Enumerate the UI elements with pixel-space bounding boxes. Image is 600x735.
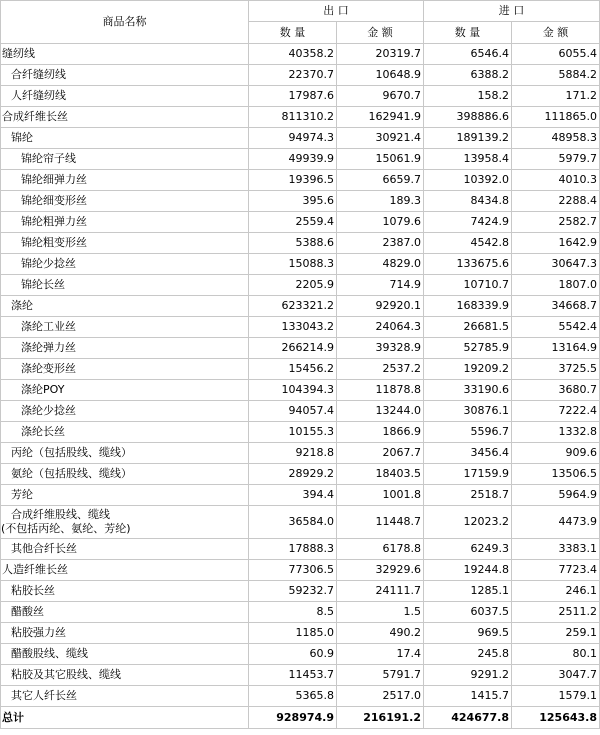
cell-export-amount: 490.2 bbox=[337, 623, 424, 644]
cell-export-qty: 59232.7 bbox=[249, 581, 337, 602]
cell-import-qty: 1285.1 bbox=[424, 581, 512, 602]
cell-export-qty: 40358.2 bbox=[249, 44, 337, 65]
cell-export-qty: 2559.4 bbox=[249, 212, 337, 233]
row-name-text: 人纤缝纫线 bbox=[11, 89, 66, 102]
row-name bbox=[1, 191, 249, 212]
row-name bbox=[1, 296, 249, 317]
table-row bbox=[1, 149, 600, 170]
cell-export-qty: 5365.8 bbox=[249, 686, 337, 707]
cell-export-amount: 39328.9 bbox=[337, 338, 424, 359]
col-header-export-amount: 金 额 bbox=[337, 22, 424, 44]
cell-export-qty: 15088.3 bbox=[249, 254, 337, 275]
row-name bbox=[1, 128, 249, 149]
cell-export-qty: 2205.9 bbox=[249, 275, 337, 296]
cell-import-qty: 8434.8 bbox=[424, 191, 512, 212]
cell-import-amount: 1642.9 bbox=[512, 233, 600, 254]
row-name-text: 醋酸丝 bbox=[11, 605, 44, 618]
cell-export-amount: 2517.0 bbox=[337, 686, 424, 707]
table-row bbox=[1, 665, 600, 686]
cell-import-qty: 168339.9 bbox=[424, 296, 512, 317]
cell-export-amount: 11878.8 bbox=[337, 380, 424, 401]
row-name-text: 其它人纤长丝 bbox=[11, 689, 77, 702]
table-row bbox=[1, 44, 600, 65]
cell-import-qty: 7424.9 bbox=[424, 212, 512, 233]
cell-export-amount: 11448.7 bbox=[337, 506, 424, 539]
table-row bbox=[1, 107, 600, 128]
cell-import-qty: 30876.1 bbox=[424, 401, 512, 422]
row-name-text: 涤纶变形丝 bbox=[21, 362, 76, 375]
table-row bbox=[1, 380, 600, 401]
table-row bbox=[1, 254, 600, 275]
table-row bbox=[1, 443, 600, 464]
row-name bbox=[1, 44, 249, 65]
cell-export-qty: 1185.0 bbox=[249, 623, 337, 644]
cell-import-qty: 245.8 bbox=[424, 644, 512, 665]
cell-import-qty: 398886.6 bbox=[424, 107, 512, 128]
cell-export-amount: 162941.9 bbox=[337, 107, 424, 128]
cell-export-amount: 2387.0 bbox=[337, 233, 424, 254]
cell-import-qty: 17159.9 bbox=[424, 464, 512, 485]
cell-import-qty: 19209.2 bbox=[424, 359, 512, 380]
cell-import-amount: 909.6 bbox=[512, 443, 600, 464]
cell-export-qty: 19396.5 bbox=[249, 170, 337, 191]
cell-import-qty: 19244.8 bbox=[424, 560, 512, 581]
row-name-text: 锦纶 bbox=[11, 131, 33, 144]
row-name bbox=[1, 317, 249, 338]
cell-import-qty: 6249.3 bbox=[424, 539, 512, 560]
cell-import-amount: 4473.9 bbox=[512, 506, 600, 539]
cell-import-qty: 26681.5 bbox=[424, 317, 512, 338]
cell-export-amount: 24111.7 bbox=[337, 581, 424, 602]
cell-export-amount: 92920.1 bbox=[337, 296, 424, 317]
table-row bbox=[1, 602, 600, 623]
cell-import-amount: 2511.2 bbox=[512, 602, 600, 623]
cell-import-amount: 2582.7 bbox=[512, 212, 600, 233]
col-header-import-amount: 金 额 bbox=[512, 22, 600, 44]
cell-import-amount: 13164.9 bbox=[512, 338, 600, 359]
table-row bbox=[1, 191, 600, 212]
row-name-text: 涤纶长丝 bbox=[21, 425, 65, 438]
table-row bbox=[1, 317, 600, 338]
row-name bbox=[1, 539, 249, 560]
row-name bbox=[1, 275, 249, 296]
cell-import-amount: 80.1 bbox=[512, 644, 600, 665]
cell-import-amount: 4010.3 bbox=[512, 170, 600, 191]
cell-export-qty: 104394.3 bbox=[249, 380, 337, 401]
cell-import-qty: 4542.8 bbox=[424, 233, 512, 254]
cell-import-amount: 5542.4 bbox=[512, 317, 600, 338]
cell-import-qty: 133675.6 bbox=[424, 254, 512, 275]
col-header-import: 进 口 bbox=[424, 1, 600, 22]
table-row bbox=[1, 170, 600, 191]
row-name-text: 缝纫线 bbox=[2, 47, 35, 60]
row-name-text: 锦纶粗变形丝 bbox=[21, 236, 87, 249]
cell-import-qty: 33190.6 bbox=[424, 380, 512, 401]
table-row bbox=[1, 422, 600, 443]
row-name-text: 涤纶工业丝 bbox=[21, 320, 76, 333]
cell-export-amount: 1.5 bbox=[337, 602, 424, 623]
cell-export-amount: 4829.0 bbox=[337, 254, 424, 275]
cell-export-amount: 1001.8 bbox=[337, 485, 424, 506]
cell-export-amount: 13244.0 bbox=[337, 401, 424, 422]
cell-import-qty: 158.2 bbox=[424, 86, 512, 107]
table-row bbox=[1, 212, 600, 233]
total-import-amount: 125643.8 bbox=[512, 707, 600, 729]
cell-import-amount: 6055.4 bbox=[512, 44, 600, 65]
row-name bbox=[1, 86, 249, 107]
cell-export-qty: 17888.3 bbox=[249, 539, 337, 560]
cell-export-qty: 11453.7 bbox=[249, 665, 337, 686]
row-name-text: 合纤缝纫线 bbox=[11, 68, 66, 81]
cell-export-amount: 10648.9 bbox=[337, 65, 424, 86]
cell-import-amount: 171.2 bbox=[512, 86, 600, 107]
row-name-note: (不包括丙纶、氨纶、芳纶) bbox=[1, 522, 131, 535]
cell-import-amount: 1332.8 bbox=[512, 422, 600, 443]
header-row-groups bbox=[1, 1, 600, 22]
cell-import-amount: 111865.0 bbox=[512, 107, 600, 128]
row-name-text: 丙纶（包括股线、缆线） bbox=[11, 446, 132, 459]
cell-export-amount: 30921.4 bbox=[337, 128, 424, 149]
row-name-text: 其他合纤长丝 bbox=[11, 542, 77, 555]
cell-import-amount: 3383.1 bbox=[512, 539, 600, 560]
cell-import-qty: 52785.9 bbox=[424, 338, 512, 359]
total-import-qty: 424677.8 bbox=[424, 707, 512, 729]
table-row bbox=[1, 86, 600, 107]
cell-import-amount: 1579.1 bbox=[512, 686, 600, 707]
total-label: 总计 bbox=[1, 707, 249, 729]
cell-import-amount: 3047.7 bbox=[512, 665, 600, 686]
cell-import-qty: 9291.2 bbox=[424, 665, 512, 686]
col-header-name: 商品名称 bbox=[1, 1, 249, 44]
table-row bbox=[1, 359, 600, 380]
row-name-text: 合成纤维股线、缆线 bbox=[11, 508, 110, 521]
table-row bbox=[1, 644, 600, 665]
table-row bbox=[1, 686, 600, 707]
total-export-qty: 928974.9 bbox=[249, 707, 337, 729]
row-name-text: 涤纶少捻丝 bbox=[21, 404, 76, 417]
cell-export-qty: 22370.7 bbox=[249, 65, 337, 86]
cell-export-qty: 36584.0 bbox=[249, 506, 337, 539]
row-name bbox=[1, 485, 249, 506]
cell-export-qty: 60.9 bbox=[249, 644, 337, 665]
total-export-amount: 216191.2 bbox=[337, 707, 424, 729]
row-name bbox=[1, 665, 249, 686]
cell-export-qty: 94057.4 bbox=[249, 401, 337, 422]
table-row bbox=[1, 464, 600, 485]
row-name-text: 粘胶强力丝 bbox=[11, 626, 66, 639]
cell-import-amount: 7222.4 bbox=[512, 401, 600, 422]
cell-import-amount: 1807.0 bbox=[512, 275, 600, 296]
cell-import-qty: 10392.0 bbox=[424, 170, 512, 191]
table-row bbox=[1, 401, 600, 422]
cell-import-qty: 12023.2 bbox=[424, 506, 512, 539]
cell-export-qty: 17987.6 bbox=[249, 86, 337, 107]
cell-import-qty: 13958.4 bbox=[424, 149, 512, 170]
row-name-text: 锦纶细变形丝 bbox=[21, 194, 87, 207]
table-row bbox=[1, 128, 600, 149]
table-row bbox=[1, 65, 600, 86]
table-row bbox=[1, 485, 600, 506]
cell-export-qty: 15456.2 bbox=[249, 359, 337, 380]
cell-export-amount: 20319.7 bbox=[337, 44, 424, 65]
cell-import-amount: 13506.5 bbox=[512, 464, 600, 485]
cell-export-amount: 2537.2 bbox=[337, 359, 424, 380]
row-name bbox=[1, 464, 249, 485]
row-name-text: 涤纶弹力丝 bbox=[21, 341, 76, 354]
row-name bbox=[1, 149, 249, 170]
row-name-text: 涤纶POY bbox=[21, 383, 65, 396]
cell-import-amount: 34668.7 bbox=[512, 296, 600, 317]
row-name bbox=[1, 107, 249, 128]
cell-import-qty: 6037.5 bbox=[424, 602, 512, 623]
cell-import-amount: 5979.7 bbox=[512, 149, 600, 170]
cell-export-qty: 10155.3 bbox=[249, 422, 337, 443]
cell-import-qty: 189139.2 bbox=[424, 128, 512, 149]
row-name bbox=[1, 623, 249, 644]
row-name-text: 锦纶少捻丝 bbox=[21, 257, 76, 270]
total-row bbox=[1, 707, 600, 729]
cell-export-amount: 6659.7 bbox=[337, 170, 424, 191]
row-name bbox=[1, 602, 249, 623]
row-name bbox=[1, 212, 249, 233]
cell-export-amount: 18403.5 bbox=[337, 464, 424, 485]
row-name bbox=[1, 581, 249, 602]
cell-export-qty: 28929.2 bbox=[249, 464, 337, 485]
row-name-text: 粘胶长丝 bbox=[11, 584, 55, 597]
table-row bbox=[1, 623, 600, 644]
table-row bbox=[1, 560, 600, 581]
cell-export-amount: 6178.8 bbox=[337, 539, 424, 560]
cell-export-amount: 24064.3 bbox=[337, 317, 424, 338]
cell-import-amount: 5964.9 bbox=[512, 485, 600, 506]
row-name bbox=[1, 170, 249, 191]
cell-export-qty: 9218.8 bbox=[249, 443, 337, 464]
cell-export-qty: 811310.2 bbox=[249, 107, 337, 128]
cell-export-amount: 1866.9 bbox=[337, 422, 424, 443]
row-name-text: 醋酸股线、缆线 bbox=[11, 647, 88, 660]
cell-import-qty: 6546.4 bbox=[424, 44, 512, 65]
row-name-text: 人造纤维长丝 bbox=[2, 563, 68, 576]
cell-import-amount: 3680.7 bbox=[512, 380, 600, 401]
row-name bbox=[1, 254, 249, 275]
row-name-text: 粘胶及其它股线、缆线 bbox=[11, 668, 121, 681]
cell-export-amount: 9670.7 bbox=[337, 86, 424, 107]
row-name bbox=[1, 65, 249, 86]
cell-export-amount: 17.4 bbox=[337, 644, 424, 665]
table-row bbox=[1, 338, 600, 359]
cell-import-qty: 3456.4 bbox=[424, 443, 512, 464]
cell-export-amount: 189.3 bbox=[337, 191, 424, 212]
cell-import-qty: 6388.2 bbox=[424, 65, 512, 86]
row-name-text: 锦纶帘子线 bbox=[21, 152, 76, 165]
table-row bbox=[1, 539, 600, 560]
cell-export-qty: 49939.9 bbox=[249, 149, 337, 170]
cell-export-amount: 1079.6 bbox=[337, 212, 424, 233]
cell-import-qty: 1415.7 bbox=[424, 686, 512, 707]
cell-export-qty: 133043.2 bbox=[249, 317, 337, 338]
row-name bbox=[1, 422, 249, 443]
table-row bbox=[1, 233, 600, 254]
cell-export-amount: 32929.6 bbox=[337, 560, 424, 581]
cell-export-qty: 5388.6 bbox=[249, 233, 337, 254]
col-header-export-qty: 数 量 bbox=[249, 22, 337, 44]
table-row bbox=[1, 296, 600, 317]
cell-export-qty: 395.6 bbox=[249, 191, 337, 212]
col-header-export: 出 口 bbox=[249, 1, 424, 22]
cell-import-amount: 48958.3 bbox=[512, 128, 600, 149]
row-name-text: 芳纶 bbox=[11, 488, 33, 501]
table-row bbox=[1, 581, 600, 602]
table-row bbox=[1, 275, 600, 296]
cell-import-amount: 5884.2 bbox=[512, 65, 600, 86]
table-row bbox=[1, 506, 600, 539]
cell-export-amount: 5791.7 bbox=[337, 665, 424, 686]
row-name bbox=[1, 338, 249, 359]
row-name bbox=[1, 560, 249, 581]
cell-export-qty: 394.4 bbox=[249, 485, 337, 506]
row-name bbox=[1, 443, 249, 464]
row-name-text: 氨纶（包括股线、缆线） bbox=[11, 467, 132, 480]
cell-import-amount: 3725.5 bbox=[512, 359, 600, 380]
cell-export-qty: 623321.2 bbox=[249, 296, 337, 317]
row-name-text: 合成纤维长丝 bbox=[2, 110, 68, 123]
cell-import-qty: 969.5 bbox=[424, 623, 512, 644]
cell-export-amount: 15061.9 bbox=[337, 149, 424, 170]
cell-export-qty: 8.5 bbox=[249, 602, 337, 623]
cell-export-qty: 266214.9 bbox=[249, 338, 337, 359]
row-name bbox=[1, 686, 249, 707]
cell-export-amount: 714.9 bbox=[337, 275, 424, 296]
row-name bbox=[1, 644, 249, 665]
cell-import-qty: 10710.7 bbox=[424, 275, 512, 296]
cell-export-qty: 77306.5 bbox=[249, 560, 337, 581]
cell-export-amount: 2067.7 bbox=[337, 443, 424, 464]
col-header-import-qty: 数 量 bbox=[424, 22, 512, 44]
cell-import-qty: 2518.7 bbox=[424, 485, 512, 506]
cell-import-amount: 246.1 bbox=[512, 581, 600, 602]
row-name-text: 锦纶长丝 bbox=[21, 278, 65, 291]
cell-import-amount: 7723.4 bbox=[512, 560, 600, 581]
cell-import-amount: 259.1 bbox=[512, 623, 600, 644]
cell-export-qty: 94974.3 bbox=[249, 128, 337, 149]
row-name-text: 锦纶粗弹力丝 bbox=[21, 215, 87, 228]
cell-import-amount: 30647.3 bbox=[512, 254, 600, 275]
row-name bbox=[1, 233, 249, 254]
row-name bbox=[1, 359, 249, 380]
row-name bbox=[1, 506, 249, 539]
cell-import-amount: 2288.4 bbox=[512, 191, 600, 212]
row-name-text: 锦纶细弹力丝 bbox=[21, 173, 87, 186]
row-name bbox=[1, 380, 249, 401]
row-name-text: 涤纶 bbox=[11, 299, 33, 312]
row-name bbox=[1, 401, 249, 422]
cell-import-qty: 5596.7 bbox=[424, 422, 512, 443]
